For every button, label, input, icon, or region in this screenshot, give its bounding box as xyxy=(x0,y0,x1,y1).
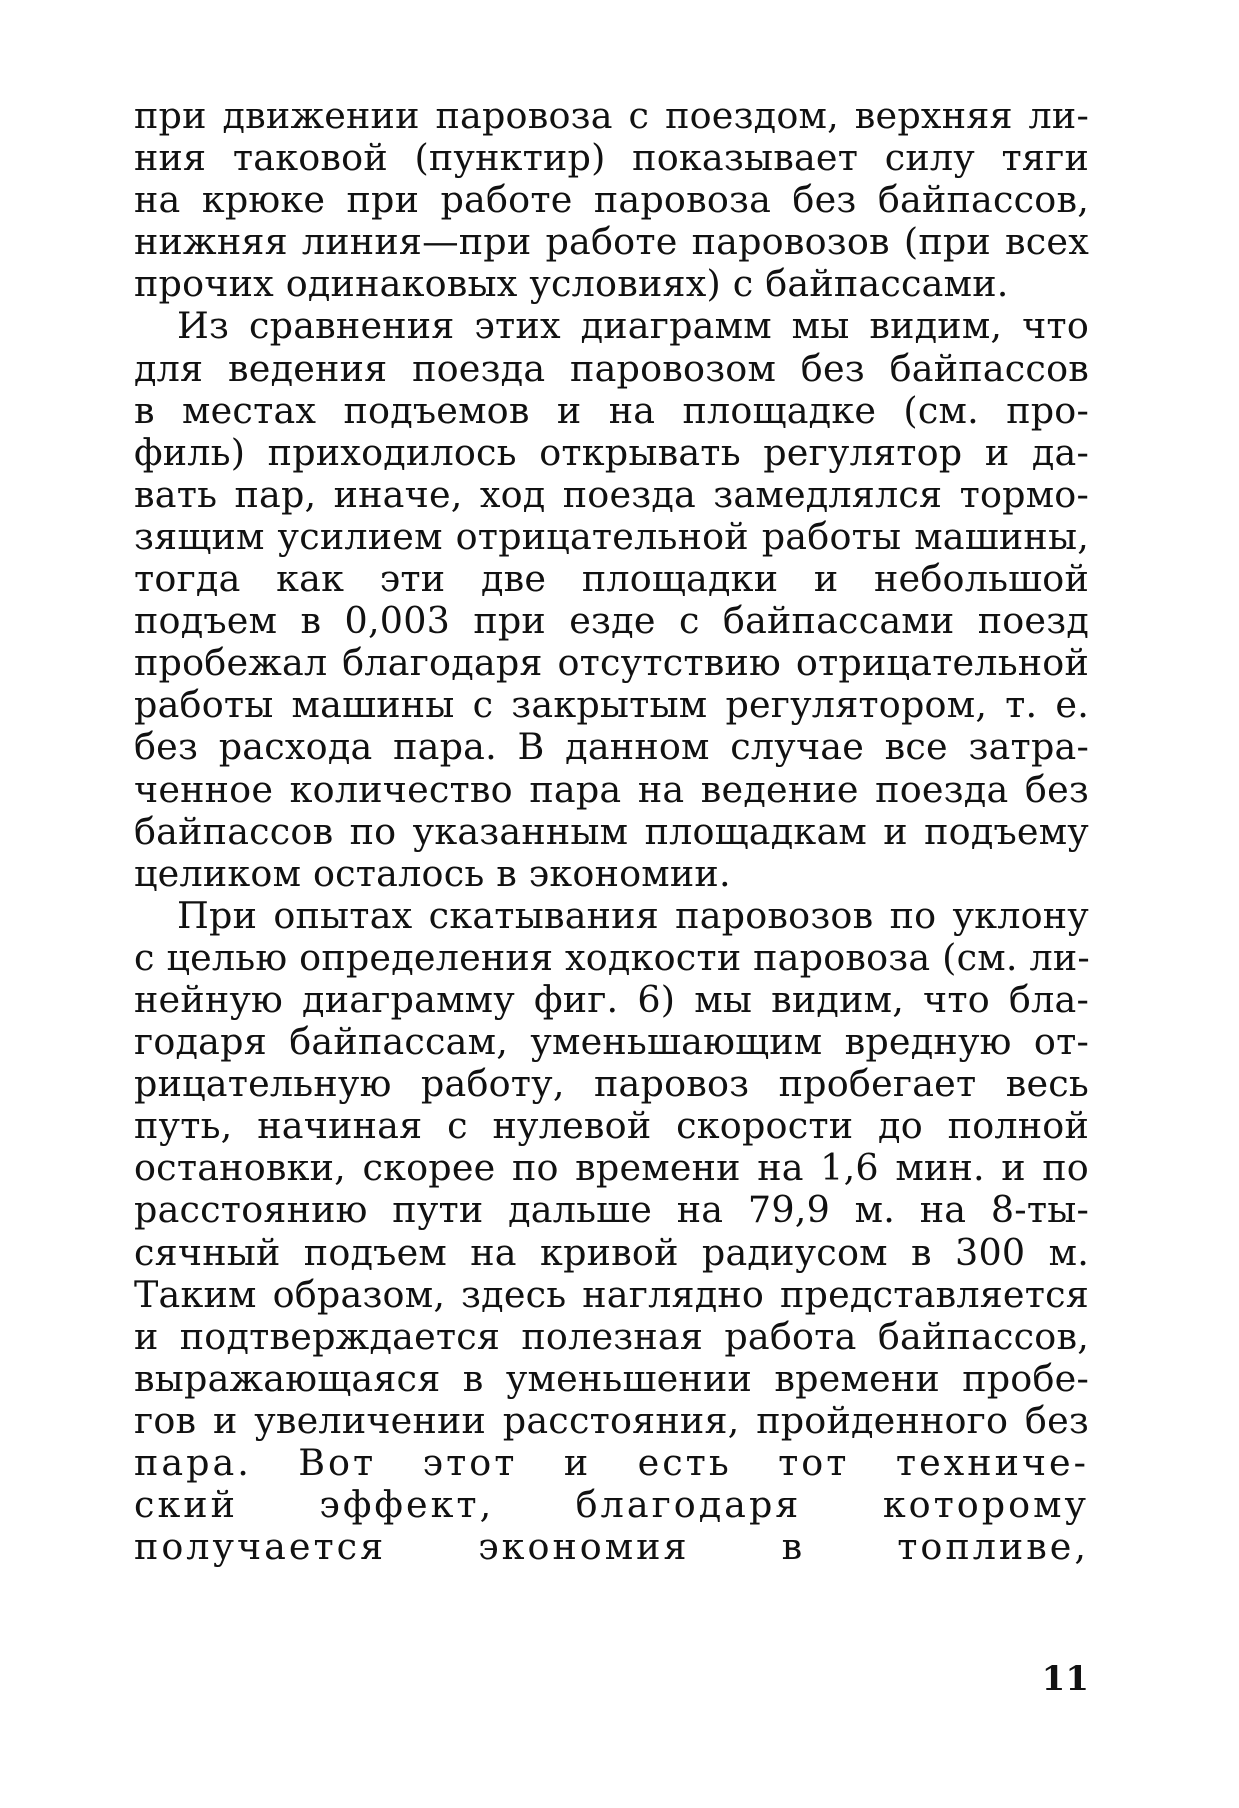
text-line: работы машины с закрытым регулятором, т. е. xyxy=(134,683,1089,727)
text-line: путь, начиная с нулевой скорости до полной xyxy=(134,1104,1089,1148)
text-line: с целью определения ходкости паровоза (см. ли- xyxy=(134,935,1090,979)
paragraph-start-line: Из сравнения этих диаграмм мы видим, что xyxy=(177,304,1089,348)
text-line: годаря байпассам, уменьшающим вредную от- xyxy=(134,1020,1089,1064)
text-line: байпассов по указанным площадкам и подъему xyxy=(134,809,1089,853)
text-line: подъем в 0,003 при езде с байпассами поезд xyxy=(134,599,1089,643)
page-number: 11 xyxy=(1041,1659,1089,1699)
text-line: пара. Вот этот и есть тот техниче- xyxy=(134,1441,1089,1484)
text-line: гов и увеличении расстояния, пройденного без xyxy=(134,1398,1089,1442)
text-line: целиком осталось в экономии. xyxy=(134,851,731,895)
text-line: пробежал благодаря отсутствию отрицательной xyxy=(134,641,1089,685)
text-line: и подтверждается полезная работа байпассов, xyxy=(134,1314,1089,1358)
text-line: без расхода пара. В данном случае все затра- xyxy=(134,725,1089,769)
text-line: ский эффект, благодаря которому xyxy=(134,1483,1089,1527)
text-line: филь) приходилось открывать регулятор и да- xyxy=(134,430,1089,474)
text-line: ния таковой (пунктир) показывает силу тяги xyxy=(134,136,1089,180)
text-line: зящим усилием отрицательной работы машины, xyxy=(134,514,1089,558)
text-line: на крюке при работе паровоза без байпассов, xyxy=(134,178,1089,222)
text-line: при движении паровоза с поездом, верхняя ли- xyxy=(134,94,1089,137)
paragraph-start-line: При опытах скатывания паровозов по уклону xyxy=(177,893,1089,937)
text-line: сячный подъем на кривой радиусом в 300 м. xyxy=(134,1230,1089,1274)
text-line: выражающаяся в уменьшении времени пробе- xyxy=(134,1356,1089,1400)
text-line: остановки, скорее по времени на 1,6 мин. и по xyxy=(134,1146,1089,1190)
text-line: для ведения поезда паровозом без байпассов xyxy=(134,346,1089,390)
text-line: Таким образом, здесь наглядно представляется xyxy=(134,1272,1089,1316)
text-line: рицательную работу, паровоз пробегает весь xyxy=(134,1062,1089,1106)
body-text xyxy=(134,95,1089,1568)
text-line: вать пар, иначе, ход поезда замедлялся тормо- xyxy=(134,472,1089,516)
text-line: нижняя линия—при работе паровозов (при всех xyxy=(134,220,1089,264)
text-line: получается экономия в топливе, xyxy=(134,1525,1089,1569)
text-line: нейную диаграмму фиг. 6) мы видим, что бла- xyxy=(134,977,1089,1021)
text-line: тогда как эти две площадки и небольшой xyxy=(134,557,1089,601)
text-line: в местах подъемов и на площадке (см. про- xyxy=(134,388,1089,432)
text-line: расстоянию пути дальше на 79,9 м. на 8-ты- xyxy=(134,1188,1089,1232)
text-line: ченное количество пара на ведение поезда без xyxy=(134,767,1089,811)
text-line: прочих одинаковых условиях) с байпассами. xyxy=(134,262,1009,306)
